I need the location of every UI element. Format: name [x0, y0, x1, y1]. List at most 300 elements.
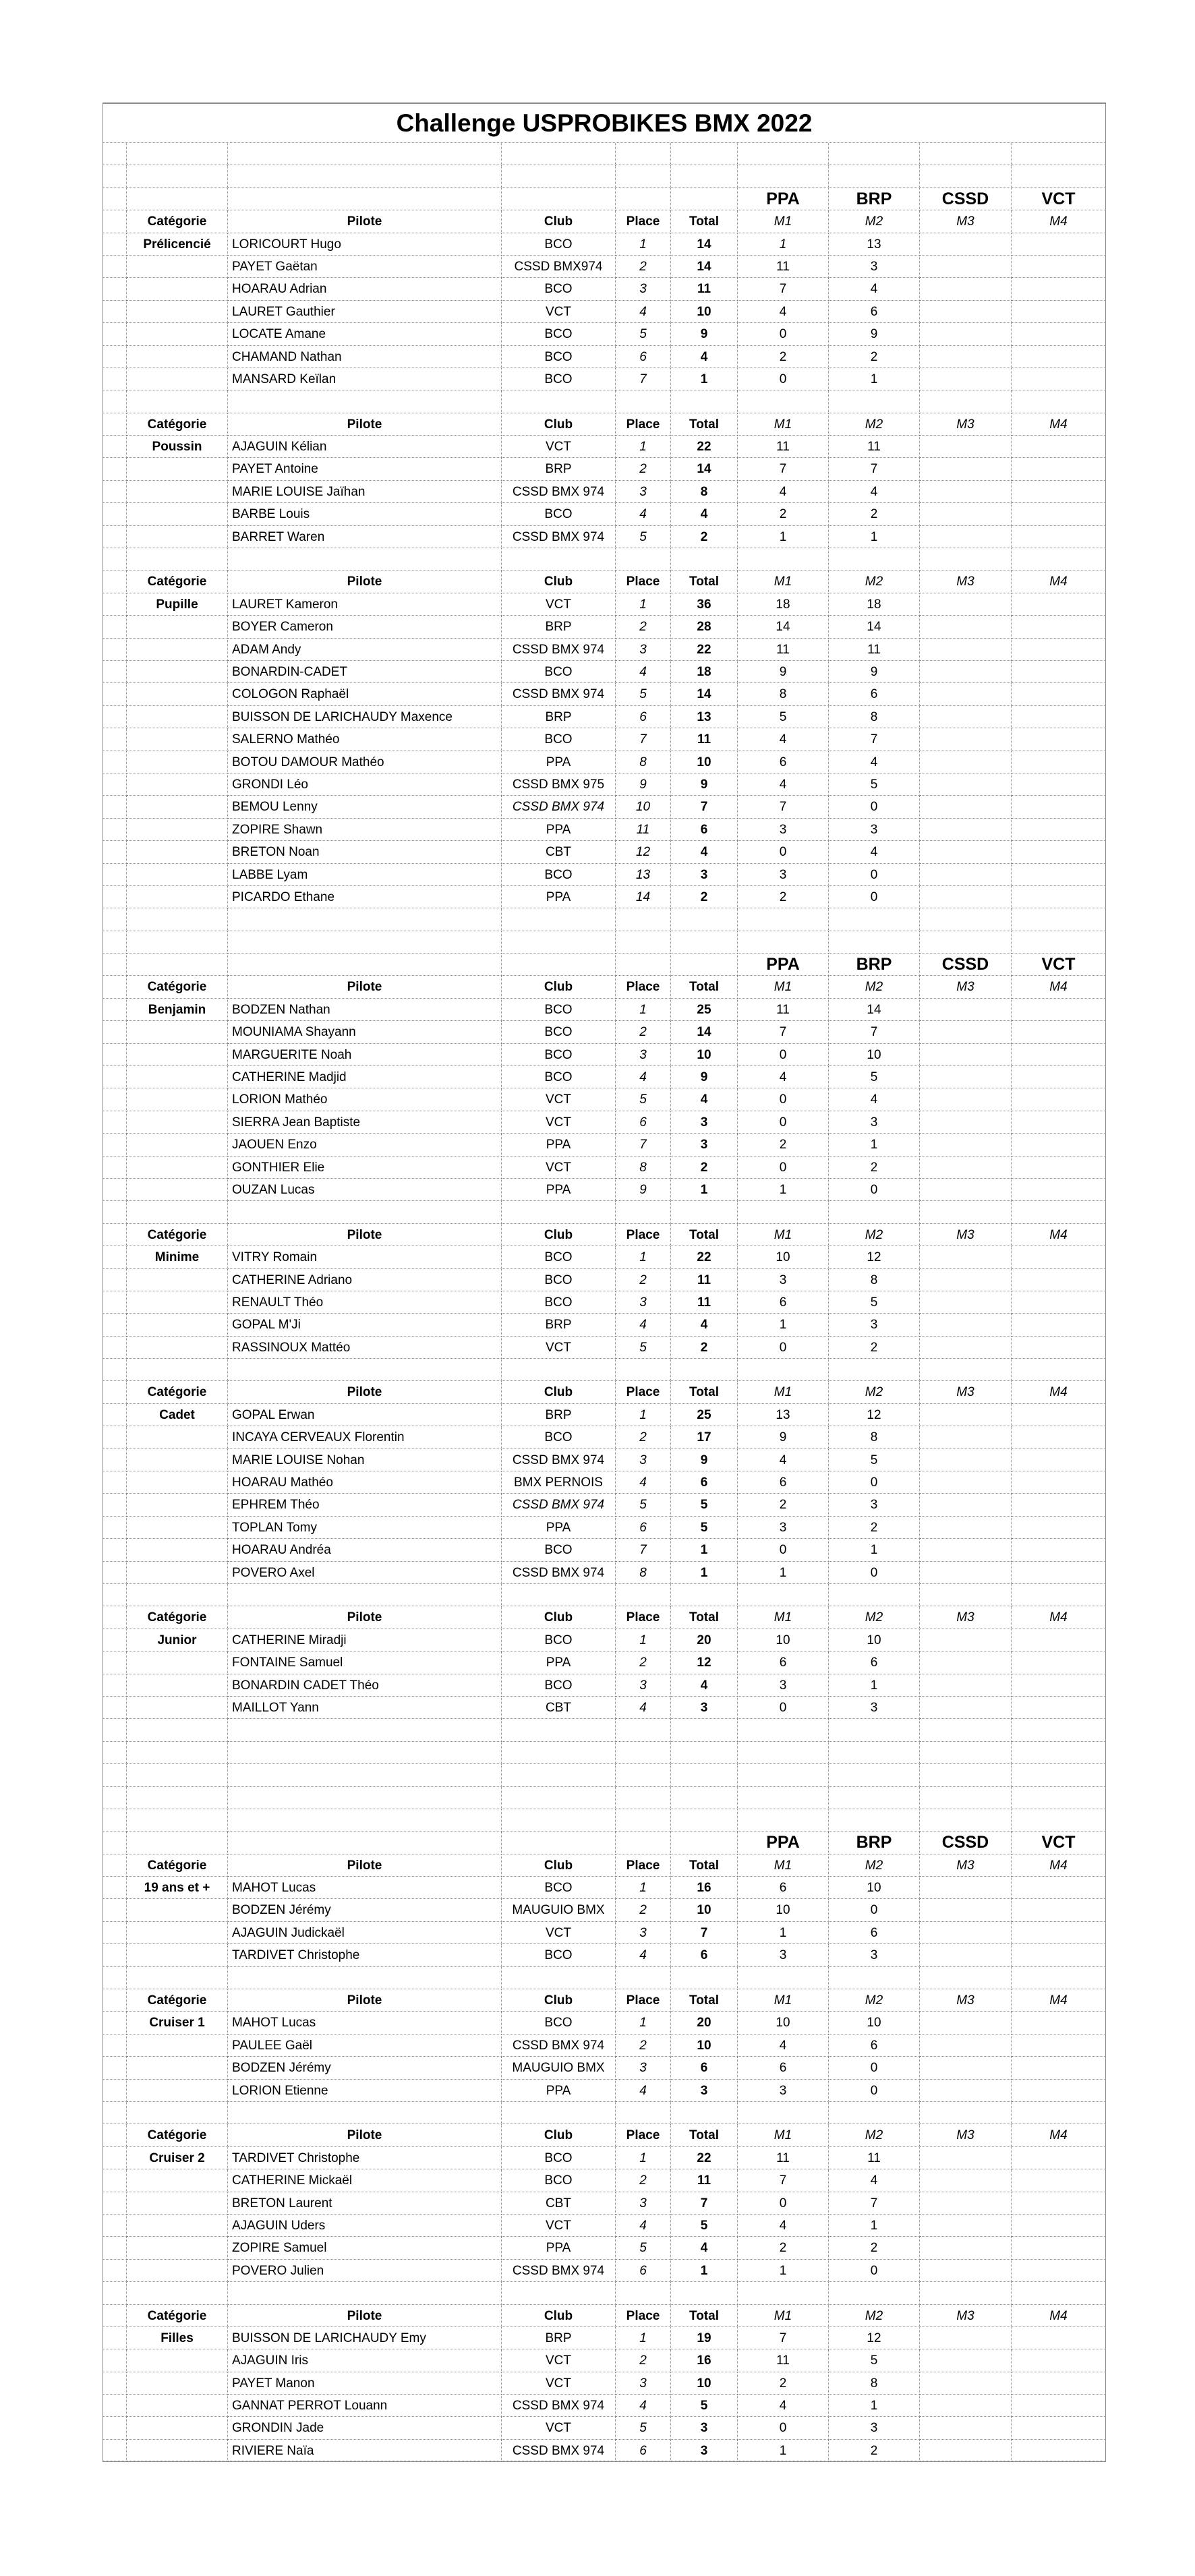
category-name — [127, 661, 228, 683]
m3-value — [920, 346, 1012, 368]
m3-value — [920, 796, 1012, 818]
table-row — [103, 773, 1106, 796]
category-name — [127, 323, 228, 345]
empty-cell — [671, 954, 738, 976]
total-value: 18 — [671, 661, 738, 683]
empty-cell — [127, 1809, 228, 1832]
m3-value — [920, 368, 1012, 390]
column-header-place: Place — [616, 1606, 671, 1629]
category-name — [127, 2169, 228, 2192]
empty-cell — [1012, 1742, 1106, 1764]
empty-cell — [103, 413, 127, 436]
total-value: 4 — [671, 346, 738, 368]
m2-value: 3 — [829, 1314, 920, 1336]
place-value: 2 — [616, 2169, 671, 2192]
category-name — [127, 1471, 228, 1494]
empty-cell — [228, 548, 502, 570]
column-header-categorie: Catégorie — [127, 2305, 228, 2327]
m2-value: 3 — [829, 256, 920, 278]
category-name — [127, 368, 228, 390]
table-row — [103, 1337, 1106, 1359]
empty-cell — [502, 1584, 616, 1606]
category-name — [127, 1562, 228, 1584]
manche-label: M4 — [1012, 413, 1106, 436]
club-name: BCO — [502, 2169, 616, 2192]
empty-cell — [103, 1562, 127, 1584]
category-header-row — [103, 1606, 1106, 1629]
pilot-name: LABBE Lyam — [228, 864, 502, 886]
table-row — [103, 1471, 1106, 1494]
pilot-name: GONTHIER Elie — [228, 1157, 502, 1179]
manche-label: M4 — [1012, 1854, 1106, 1877]
total-value: 4 — [671, 2237, 738, 2259]
place-value: 14 — [616, 886, 671, 908]
empty-cell — [228, 188, 502, 210]
total-value: 9 — [671, 1066, 738, 1088]
m4-value — [1012, 841, 1106, 863]
m4-value — [1012, 593, 1106, 616]
empty-cell — [738, 1359, 829, 1381]
place-value: 6 — [616, 1111, 671, 1134]
pilot-name: PICARDO Ethane — [228, 886, 502, 908]
empty-cell — [502, 931, 616, 954]
place-value: 2 — [616, 616, 671, 638]
category-name — [127, 2192, 228, 2215]
m1-value: 2 — [738, 503, 829, 525]
m4-value — [1012, 2192, 1106, 2215]
manche-label: M3 — [920, 413, 1012, 436]
pilot-name: BRETON Laurent — [228, 2192, 502, 2215]
club-name: BRP — [502, 2327, 616, 2349]
empty-cell — [103, 1088, 127, 1111]
empty-cell — [1012, 2102, 1106, 2124]
pilot-name: MARIE LOUISE Jaïhan — [228, 481, 502, 503]
m1-value: 9 — [738, 1426, 829, 1448]
m4-value — [1012, 1179, 1106, 1201]
m1-value: 10 — [738, 1629, 829, 1651]
empty-cell — [738, 1201, 829, 1223]
m2-value: 3 — [829, 1111, 920, 1134]
m3-value — [920, 1944, 1012, 1966]
manche-label: M4 — [1012, 1224, 1106, 1246]
category-name — [127, 1111, 228, 1134]
m1-value: 3 — [738, 1269, 829, 1291]
club-name: BCO — [502, 728, 616, 751]
place-value: 7 — [616, 1134, 671, 1156]
table-row — [103, 2417, 1106, 2439]
empty-cell — [738, 1787, 829, 1809]
manche-label: M2 — [829, 1381, 920, 1403]
table-row — [103, 728, 1106, 751]
empty-cell — [616, 954, 671, 976]
empty-cell — [920, 1787, 1012, 1809]
empty-cell — [616, 2282, 671, 2304]
empty-cell — [1012, 1201, 1106, 1223]
empty-cell — [829, 1584, 920, 1606]
empty-cell — [103, 1471, 127, 1494]
place-value: 5 — [616, 526, 671, 548]
table-row — [103, 593, 1106, 616]
place-value: 7 — [616, 368, 671, 390]
column-header-total: Total — [671, 210, 738, 233]
empty-cell — [103, 1877, 127, 1899]
club-name: VCT — [502, 1922, 616, 1944]
pilot-name: RENAULT Théo — [228, 1291, 502, 1314]
empty-cell — [103, 2147, 127, 2169]
club-header: PPA — [738, 1832, 829, 1854]
empty-cell — [103, 2395, 127, 2417]
m1-value: 4 — [738, 301, 829, 323]
empty-cell — [103, 346, 127, 368]
empty-cell — [127, 1764, 228, 1786]
empty-cell — [616, 1201, 671, 1223]
empty-cell — [920, 1742, 1012, 1764]
empty-cell — [829, 390, 920, 413]
category-name — [127, 526, 228, 548]
m3-value — [920, 1449, 1012, 1471]
m2-value: 5 — [829, 1291, 920, 1314]
empty-cell — [127, 1832, 228, 1854]
total-value: 10 — [671, 301, 738, 323]
club-name: CSSD BMX 974 — [502, 1449, 616, 1471]
m3-value — [920, 683, 1012, 705]
pilot-name: GOPAL M'Ji — [228, 1314, 502, 1336]
table-row — [103, 1697, 1106, 1719]
total-value: 14 — [671, 458, 738, 480]
pilot-name: LAURET Kameron — [228, 593, 502, 616]
empty-cell — [103, 728, 127, 751]
empty-cell — [616, 1719, 671, 1741]
empty-cell — [103, 1922, 127, 1944]
empty-cell — [103, 436, 127, 458]
column-header-categorie: Catégorie — [127, 210, 228, 233]
empty-cell — [103, 368, 127, 390]
m1-value: 0 — [738, 841, 829, 863]
m4-value — [1012, 1899, 1106, 1921]
empty-cell — [1012, 143, 1106, 165]
empty-cell — [103, 2440, 127, 2461]
place-value: 1 — [616, 1404, 671, 1426]
m1-value: 4 — [738, 773, 829, 796]
m1-value: 6 — [738, 2057, 829, 2079]
empty-cell — [671, 548, 738, 570]
blank-row — [103, 1967, 1106, 1989]
total-value: 25 — [671, 1404, 738, 1426]
pilot-name: BOYER Cameron — [228, 616, 502, 638]
place-value: 1 — [616, 2327, 671, 2349]
table-row — [103, 2012, 1106, 2034]
m3-value — [920, 436, 1012, 458]
m3-value — [920, 503, 1012, 525]
empty-cell — [616, 2102, 671, 2124]
club-name: BRP — [502, 1314, 616, 1336]
pilot-name: RASSINOUX Mattéo — [228, 1337, 502, 1359]
empty-cell — [228, 1201, 502, 1223]
total-value: 28 — [671, 616, 738, 638]
empty-cell — [920, 1359, 1012, 1381]
category-name: Poussin — [127, 436, 228, 458]
club-name: PPA — [502, 819, 616, 841]
m2-value: 7 — [829, 2192, 920, 2215]
pilot-name: GOPAL Erwan — [228, 1404, 502, 1426]
m1-value: 7 — [738, 1021, 829, 1043]
m1-value: 0 — [738, 1697, 829, 1719]
pilot-name: LOCATE Amane — [228, 323, 502, 345]
m1-value: 11 — [738, 2349, 829, 2372]
m2-value: 4 — [829, 1088, 920, 1111]
m3-value — [920, 1922, 1012, 1944]
m4-value — [1012, 796, 1106, 818]
empty-cell — [738, 1719, 829, 1741]
empty-cell — [127, 1742, 228, 1764]
place-value: 2 — [616, 256, 671, 278]
column-header-club: Club — [502, 2305, 616, 2327]
m2-value: 5 — [829, 1449, 920, 1471]
empty-cell — [502, 1967, 616, 1989]
m1-value: 7 — [738, 2327, 829, 2349]
m2-value: 8 — [829, 1426, 920, 1448]
empty-cell — [502, 188, 616, 210]
m4-value — [1012, 1471, 1106, 1494]
table-row — [103, 1404, 1106, 1426]
m1-value: 4 — [738, 481, 829, 503]
m3-value — [920, 233, 1012, 256]
place-value: 10 — [616, 796, 671, 818]
empty-cell — [103, 2080, 127, 2102]
total-value: 8 — [671, 481, 738, 503]
empty-cell — [671, 931, 738, 954]
m4-value — [1012, 616, 1106, 638]
place-value: 3 — [616, 1674, 671, 1697]
total-value: 5 — [671, 1517, 738, 1539]
pilot-name: BODZEN Jérémy — [228, 1899, 502, 1921]
pilot-name: BODZEN Jérémy — [228, 2057, 502, 2079]
column-header-place: Place — [616, 413, 671, 436]
empty-cell — [228, 390, 502, 413]
m4-value — [1012, 2215, 1106, 2237]
m1-value: 4 — [738, 2035, 829, 2057]
empty-cell — [616, 143, 671, 165]
empty-cell — [616, 1809, 671, 1832]
m1-value: 0 — [738, 2192, 829, 2215]
m1-value: 3 — [738, 819, 829, 841]
m3-value — [920, 1674, 1012, 1697]
manche-label: M1 — [738, 1381, 829, 1403]
category-name: Filles — [127, 2327, 228, 2349]
empty-cell — [616, 1359, 671, 1381]
empty-cell — [920, 1764, 1012, 1786]
blank-row — [103, 1809, 1106, 1832]
m4-value — [1012, 368, 1106, 390]
table-row — [103, 1066, 1106, 1088]
total-value: 25 — [671, 999, 738, 1021]
m3-value — [920, 526, 1012, 548]
empty-cell — [616, 1967, 671, 1989]
empty-cell — [1012, 390, 1106, 413]
table-row — [103, 1494, 1106, 1516]
place-value: 2 — [616, 1426, 671, 1448]
m1-value: 14 — [738, 616, 829, 638]
m3-value — [920, 639, 1012, 661]
total-value: 11 — [671, 1291, 738, 1314]
empty-cell — [103, 683, 127, 705]
m2-value: 14 — [829, 616, 920, 638]
table-row — [103, 233, 1106, 256]
total-value: 12 — [671, 1651, 738, 1674]
m1-value: 1 — [738, 2260, 829, 2282]
category-name — [127, 1539, 228, 1561]
blank-row — [103, 390, 1106, 413]
empty-cell — [103, 1494, 127, 1516]
empty-cell — [103, 616, 127, 638]
empty-cell — [103, 1764, 127, 1786]
column-header-club: Club — [502, 1606, 616, 1629]
empty-cell — [103, 1787, 127, 1809]
category-name — [127, 2349, 228, 2372]
manche-label: M3 — [920, 1854, 1012, 1877]
empty-cell — [616, 1787, 671, 1809]
empty-cell — [103, 1359, 127, 1381]
category-name — [127, 1651, 228, 1674]
club-name: BCO — [502, 1246, 616, 1268]
m1-value: 0 — [738, 2417, 829, 2439]
empty-cell — [920, 1809, 1012, 1832]
manche-label: M1 — [738, 1224, 829, 1246]
empty-cell — [103, 256, 127, 278]
empty-cell — [228, 908, 502, 931]
table-row — [103, 503, 1106, 525]
total-value: 14 — [671, 256, 738, 278]
category-header-row — [103, 1224, 1106, 1246]
m2-value: 6 — [829, 301, 920, 323]
empty-cell — [103, 1426, 127, 1448]
m2-value: 0 — [829, 2080, 920, 2102]
pilot-name: BARRET Waren — [228, 526, 502, 548]
column-header-club: Club — [502, 570, 616, 593]
total-value: 20 — [671, 1629, 738, 1651]
blank-row — [103, 1359, 1106, 1381]
m2-value: 2 — [829, 2440, 920, 2461]
table-row — [103, 1651, 1106, 1674]
pilot-name: PAULEE Gaël — [228, 2035, 502, 2057]
total-value: 11 — [671, 1269, 738, 1291]
empty-cell — [1012, 1967, 1106, 1989]
empty-cell — [103, 1989, 127, 2012]
m4-value — [1012, 2237, 1106, 2259]
total-value: 4 — [671, 841, 738, 863]
column-header-pilote: Pilote — [228, 1606, 502, 1629]
empty-cell — [671, 1719, 738, 1741]
column-header-club: Club — [502, 413, 616, 436]
m3-value — [920, 616, 1012, 638]
manche-label: M2 — [829, 1989, 920, 2012]
empty-cell — [103, 458, 127, 480]
m4-value — [1012, 1877, 1106, 1899]
empty-cell — [920, 1201, 1012, 1223]
empty-cell — [616, 1742, 671, 1764]
category-name — [127, 346, 228, 368]
column-header-total: Total — [671, 1989, 738, 2012]
total-value: 6 — [671, 1944, 738, 1966]
place-value: 2 — [616, 1021, 671, 1043]
m3-value — [920, 1179, 1012, 1201]
empty-cell — [616, 390, 671, 413]
m1-value: 2 — [738, 886, 829, 908]
place-value: 1 — [616, 1877, 671, 1899]
total-value: 17 — [671, 1426, 738, 1448]
table-row — [103, 796, 1106, 818]
place-value: 5 — [616, 683, 671, 705]
m4-value — [1012, 2169, 1106, 2192]
empty-cell — [829, 931, 920, 954]
place-value: 6 — [616, 2440, 671, 2461]
manche-label: M1 — [738, 976, 829, 998]
category-name — [127, 1674, 228, 1697]
empty-cell — [671, 188, 738, 210]
category-name — [127, 2080, 228, 2102]
table-row — [103, 616, 1106, 638]
m4-value — [1012, 2349, 1106, 2372]
total-value: 7 — [671, 2192, 738, 2215]
m1-value: 11 — [738, 436, 829, 458]
manche-label: M4 — [1012, 1989, 1106, 2012]
empty-cell — [103, 931, 127, 954]
empty-cell — [103, 706, 127, 728]
m1-value: 6 — [738, 1651, 829, 1674]
empty-cell — [103, 233, 127, 256]
m3-value — [920, 841, 1012, 863]
m4-value — [1012, 728, 1106, 751]
place-value: 8 — [616, 1562, 671, 1584]
m2-value: 7 — [829, 458, 920, 480]
pilot-name: MANSARD Keïlan — [228, 368, 502, 390]
m2-value: 5 — [829, 2349, 920, 2372]
club-name: VCT — [502, 2349, 616, 2372]
club-name: VCT — [502, 301, 616, 323]
m2-value: 2 — [829, 346, 920, 368]
table-row — [103, 706, 1106, 728]
place-value: 2 — [616, 1269, 671, 1291]
column-header-categorie: Catégorie — [127, 1606, 228, 1629]
club-name: BCO — [502, 661, 616, 683]
club-name: BCO — [502, 1269, 616, 1291]
empty-cell — [103, 2124, 127, 2146]
pilot-name: GRONDIN Jade — [228, 2417, 502, 2439]
empty-cell — [1012, 1764, 1106, 1786]
total-value: 13 — [671, 706, 738, 728]
m2-value: 14 — [829, 999, 920, 1021]
club-name: BCO — [502, 1021, 616, 1043]
place-value: 5 — [616, 1337, 671, 1359]
manche-label: M4 — [1012, 570, 1106, 593]
empty-cell — [502, 954, 616, 976]
pilot-name: PAYET Manon — [228, 2372, 502, 2395]
category-name — [127, 1088, 228, 1111]
m2-value: 2 — [829, 1517, 920, 1539]
m3-value — [920, 1044, 1012, 1066]
category-name: Pupille — [127, 593, 228, 616]
empty-cell — [671, 1584, 738, 1606]
m1-value: 6 — [738, 751, 829, 773]
pilot-name: BONARDIN CADET Théo — [228, 1674, 502, 1697]
place-value: 9 — [616, 773, 671, 796]
empty-cell — [127, 931, 228, 954]
column-header-categorie: Catégorie — [127, 976, 228, 998]
table-row — [103, 2035, 1106, 2057]
empty-cell — [829, 548, 920, 570]
place-value: 3 — [616, 1044, 671, 1066]
category-name — [127, 616, 228, 638]
